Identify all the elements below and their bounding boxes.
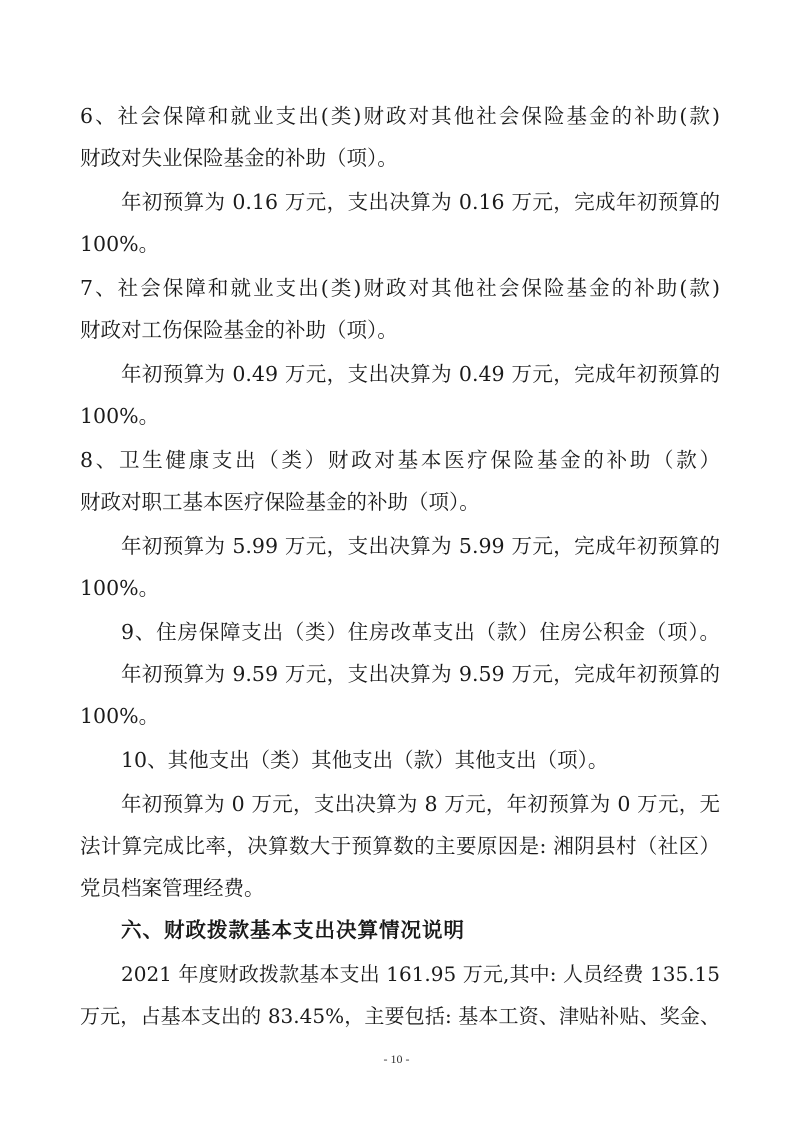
paragraph-10-reason-line: 法计算完成比率，决算数大于预算数的主要原因是: 湘阴县村（社区） (80, 834, 720, 858)
section-heading-6: 六、财政拨款基本支出决算情况说明 (121, 918, 465, 942)
paragraph-6-budget-rate: 100%。 (80, 232, 160, 256)
page-number: - 10 - (383, 1052, 410, 1066)
paragraph-6-budget-line: 年初预算为 0.16 万元，支出决算为 0.16 万元，完成年初预算的 (121, 190, 720, 214)
paragraph-9-budget-rate: 100%。 (80, 704, 160, 728)
paragraph-10-reason-end: 党员档案管理经费。 (80, 876, 265, 900)
paragraph-10-budget-line: 年初预算为 0 万元，支出决算为 8 万元，年初预算为 0 万元，无 (121, 792, 720, 816)
paragraph-10-line-1: 10、其他支出（类）其他支出（款）其他支出（项）。 (121, 748, 609, 772)
paragraph-7-line-1: 7、社会保障和就业支出(类)财政对其他社会保险基金的补助(款) (80, 276, 720, 300)
paragraph-7-budget-rate: 100%。 (80, 404, 160, 428)
paragraph-8-line-1: 8、卫生健康支出（类）财政对基本医疗保险基金的补助（款） (80, 448, 720, 472)
paragraph-6-line-2: 财政对失业保险基金的补助（项）。 (80, 146, 398, 170)
paragraph-9-line-1: 9、住房保障支出（类）住房改革支出（款）住房公积金（项）。 (121, 620, 720, 644)
paragraph-7-line-2: 财政对工伤保险基金的补助（项）。 (80, 318, 398, 342)
basic-expenditure-line-1: 2021 年度财政拨款基本支出 161.95 万元,其中: 人员经费 135.15 (121, 962, 720, 986)
paragraph-7-budget-line: 年初预算为 0.49 万元，支出决算为 0.49 万元，完成年初预算的 (121, 362, 720, 386)
paragraph-8-budget-line: 年初预算为 5.99 万元，支出决算为 5.99 万元，完成年初预算的 (121, 534, 720, 558)
basic-expenditure-line-2: 万元，占基本支出的 83.45%，主要包括: 基本工资、津贴补贴、奖金、 (80, 1004, 720, 1028)
paragraph-8-line-2: 财政对职工基本医疗保险基金的补助（项）。 (80, 490, 480, 514)
paragraph-6-line-1: 6、社会保障和就业支出(类)财政对其他社会保险基金的补助(款) (80, 104, 720, 128)
paragraph-8-budget-rate: 100%。 (80, 576, 160, 600)
paragraph-9-budget-line: 年初预算为 9.59 万元，支出决算为 9.59 万元，完成年初预算的 (121, 662, 720, 686)
